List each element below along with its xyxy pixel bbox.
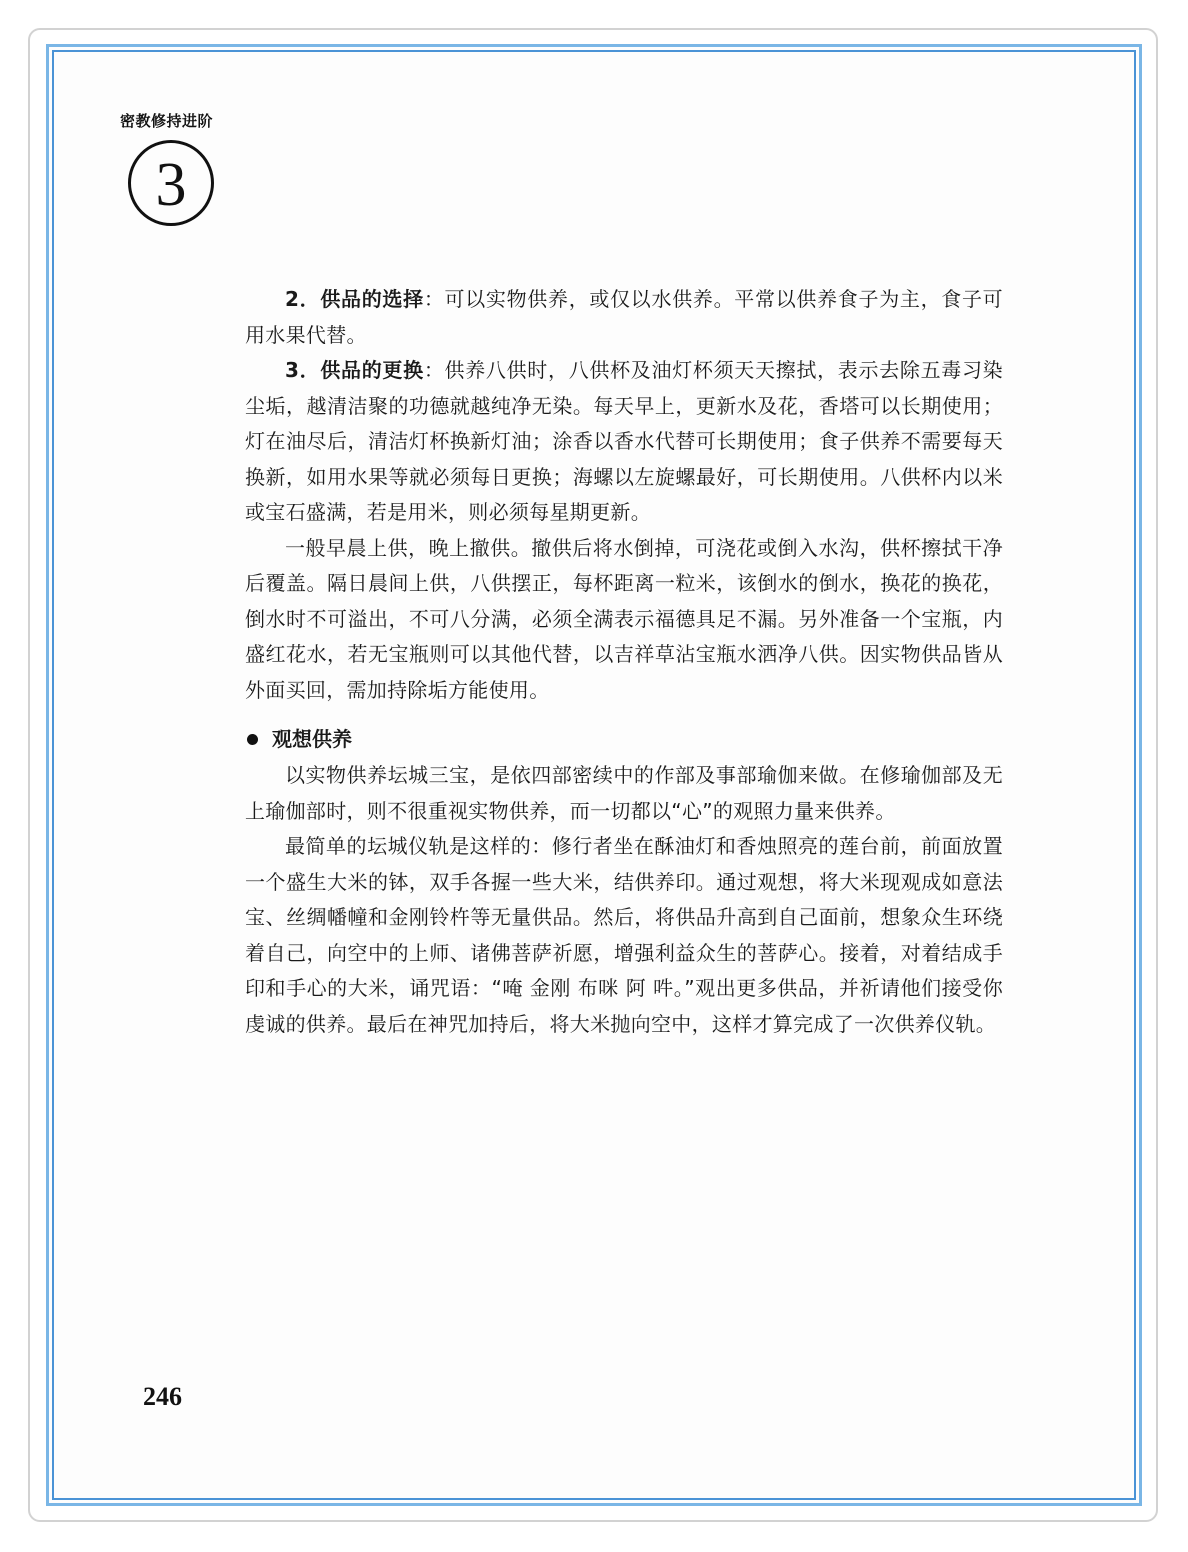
paragraph-text: ：供养八供时，八供杯及油灯杯须天天擦拭，表示去除五毒习染尘垢，越清洁聚的功德就越纯净无染。每天早上，更新水及花，香塔可以长期使用；灯在油尽后，清洁灯杯换新灯油；涂香以香水代替可长期使用；食子供养不需要每天换新，如用水果等就必须每日更换；海螺以左旋螺最好，可长期使用。八供杯内以米或宝石盛满，若是用米，则必须每星期更新。 [245,358,1003,524]
running-header-book-title: 密教修持进阶 [120,112,214,130]
paragraph-visualized-offering-intro: 以实物供养坛城三宝，是依四部密续中的作部及事部瑜伽来做。在修瑜伽部及无上瑜伽部时，则不很重视实物供养，而一切都以“心”的观照力量来供养。 [245,763,1003,823]
chapter-number: 3 [155,151,187,219]
paragraph-offering-replacement [245,353,1003,531]
section-heading-text: 观想供养 [272,727,352,751]
paragraph-text: ：可以实物供养，或仅以水供养。平常以供养食子为主，食子可用水果代替。 [245,287,1003,347]
bullet-icon [247,734,258,745]
page-body [245,282,1003,1042]
section-heading-visualized-offering [245,722,1003,756]
page-number: 246 [143,1382,182,1411]
paragraph-lead: 3．供品的更换 [285,358,424,382]
paragraph-lead: 2．供品的选择 [285,287,424,311]
paragraph-mandala-ritual: 最简单的坛城仪轨是这样的：修行者坐在酥油灯和香烛照亮的莲台前，前面放置一个盛生大米的钵，双手各握一些大米，结供养印。通过观想，将大米现观成如意法宝、丝绸幡幢和金刚铃杵等无量供品。然后，将供品升高到自己面前，想象众生环绕着自己，向空中的上师、诸佛菩萨祈愿，增强利益众生的菩萨心。接着，对着结成手印和手心的大米，诵咒语：“唵 金刚 布咪 阿 吽。”观出更多供品，并祈请他们接受你虔诚的供养。最后在神咒加持后，将大米抛向空中，这样才算完成了一次供养仪轨。 [245,834,1003,1036]
chapter-number-badge [128,140,214,226]
paragraph-offering-selection [245,282,1003,353]
paragraph-daily-offering: 一般早晨上供，晚上撤供。撤供后将水倒掉，可浇花或倒入水沟，供杯擦拭干净后覆盖。隔日晨间上供，八供摆正，每杯距离一粒米，该倒水的倒水，换花的换花，倒水时不可溢出，不可八分满，必须全满表示福德具足不漏。另外准备一个宝瓶，内盛红花水，若无宝瓶则可以其他代替，以吉祥草沾宝瓶水洒净八供。因实物供品皆从外面买回，需加持除垢方能使用。 [245,535,1003,702]
